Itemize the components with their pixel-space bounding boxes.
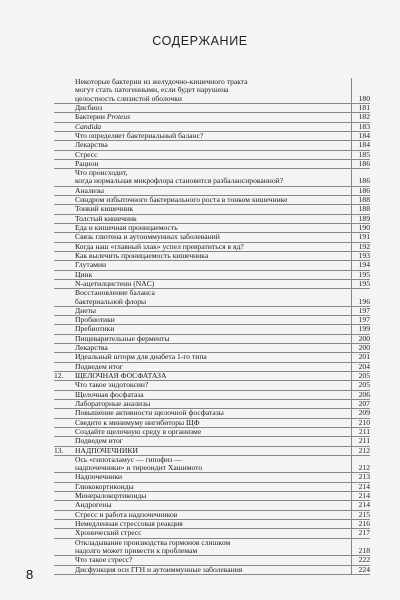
toc-entry-row <box>54 151 370 160</box>
toc-page-number: 188 <box>351 196 370 204</box>
toc-entry-title: Пробиотики <box>75 315 115 325</box>
toc-page-number: 199 <box>351 325 370 333</box>
toc-entry-title: НАДПОЧЕЧНИКИ <box>75 445 138 455</box>
toc-entry-title: Надпочечники <box>75 472 123 482</box>
toc-page-number: 206 <box>351 391 370 399</box>
toc-entry-title: Тонкий кишечник <box>75 204 134 214</box>
toc-entry-title: Хронический стресс <box>75 528 142 538</box>
toc-entry-title: Что такое эндотоксин? <box>75 380 149 390</box>
toc-chapter-number <box>54 205 75 213</box>
toc-entry-title: Рацион <box>75 158 99 168</box>
toc-page-number: 217 <box>351 529 370 537</box>
toc-entry-title: Еда и кишечная проницаемость <box>75 223 178 232</box>
toc-entry-title: Сведите к минимуму ингибиторы ЩФ <box>75 417 200 427</box>
toc-page-number: 190 <box>351 224 370 232</box>
page-number: 8 <box>26 567 34 582</box>
toc-entry-title: Минералокортикоиды <box>75 491 147 501</box>
toc-page-number: 197 <box>351 316 370 324</box>
toc-page-number: 216 <box>351 520 370 528</box>
toc-chapter-number <box>54 252 75 260</box>
toc-entry-title: Толстый кишечник <box>75 213 137 223</box>
toc-chapter-number <box>54 409 75 417</box>
toc-entry-title: Лекарства <box>75 343 108 353</box>
toc-entry-title: N-ацетилцистеин (NAC) <box>75 278 155 288</box>
toc-entry-row <box>54 298 370 307</box>
toc-entry-title: Что такое стресс? <box>75 555 133 565</box>
toc-page-number: 200 <box>351 344 370 352</box>
toc-entry-title: надолго может привести к проблемам <box>75 545 198 555</box>
toc-chapter-number <box>54 400 75 408</box>
toc-chapter-number <box>54 169 75 177</box>
toc-page-number: 218 <box>351 547 370 555</box>
toc-page-number: 195 <box>351 280 370 288</box>
toc-chapter-number <box>54 95 75 103</box>
toc-page-number: 182 <box>351 113 370 121</box>
toc-entry-title: Ось «гипоталамус — гипофиз — <box>75 454 182 464</box>
toc-chapter-number <box>54 151 75 159</box>
toc-page-number: 215 <box>351 511 370 519</box>
toc-page-number: 181 <box>351 104 370 112</box>
toc-entry-title: Candida <box>75 121 102 131</box>
toc-page-number: 209 <box>351 409 370 417</box>
toc-entry-title: Связь глютена и аутоиммунных заболеваний <box>75 232 220 242</box>
toc-chapter-number <box>54 428 75 436</box>
toc-chapter-number <box>54 160 75 168</box>
toc-page-number: 214 <box>351 501 370 509</box>
toc-entry-row <box>54 566 370 575</box>
toc-entry-title: Анализы <box>75 185 104 195</box>
toc-chapter-number <box>54 539 75 547</box>
toc-entry-title: Некоторые бактерии из желудочно-кишечного тракта <box>75 77 248 86</box>
toc-page-number: 212 <box>351 447 370 455</box>
toc-chapter-number <box>54 243 75 251</box>
toc-page-number: 213 <box>351 473 370 481</box>
toc-chapter-number <box>54 520 75 528</box>
toc-entry-title: Создайте щелочную среду в организме <box>75 426 202 436</box>
toc-entry-title: Глюкокортикоиды <box>75 481 134 491</box>
toc-entry-title: Подведем итог <box>75 436 123 446</box>
toc-entry-title: Откладывание производства гормонов слишком <box>75 537 231 547</box>
toc-page-number: 204 <box>351 363 370 371</box>
toc-chapter-number <box>54 391 75 399</box>
toc-chapter-number <box>54 123 75 131</box>
toc-chapter-number <box>54 316 75 324</box>
toc-entry-title: Стресс и работа надпочечников <box>75 509 178 519</box>
toc-chapter-number <box>54 353 75 361</box>
toc-chapter-number <box>54 511 75 519</box>
toc-entry-title-part: Бактерии <box>75 112 107 122</box>
toc-entry-title: Что происходит, <box>75 168 128 178</box>
toc-chapter-number <box>54 280 75 288</box>
toc-chapter-number: 12. <box>54 371 64 380</box>
toc-page-number: 180 <box>351 95 370 103</box>
toc-chapter-number <box>54 177 75 185</box>
page-title: СОДЕРЖАНИЕ <box>152 34 248 48</box>
toc-entry-title: Как вылечить проницаемость кишечника <box>75 250 209 260</box>
toc-page-number: 196 <box>351 298 370 306</box>
toc-chapter-number <box>54 556 75 564</box>
toc-chapter-number <box>54 261 75 269</box>
toc-page-number: 207 <box>351 400 370 408</box>
toc-chapter-number <box>54 187 75 195</box>
toc-chapter-number <box>54 456 75 464</box>
toc-entry-title: Что определяет бактериальный баланс? <box>75 130 204 140</box>
toc-entry-title: Подведем итог <box>75 361 123 371</box>
toc-chapter-number <box>54 344 75 352</box>
toc-entry-title: Восстановление баланса <box>75 288 155 298</box>
toc-page-number: 184 <box>351 132 370 140</box>
toc-entry-title: бактериальной флоры <box>75 296 147 306</box>
toc-entry-title: Диеты <box>75 305 97 315</box>
toc-entry-row <box>54 113 370 122</box>
toc-entry-title: надпочечники» и тиреоидит Хашимото <box>75 463 203 473</box>
toc-page-number: 222 <box>351 556 370 564</box>
toc-entry-row <box>54 261 370 270</box>
toc-entry-title: Идеальный шторм для диабета 1-го типа <box>75 352 207 362</box>
toc-page-number: 205 <box>351 381 370 389</box>
toc-entry-title <box>75 113 351 121</box>
toc-entry-title: Стресс <box>75 149 98 159</box>
toc-chapter-number <box>54 325 75 333</box>
toc-page-number: 188 <box>351 205 370 213</box>
toc-entry-title: могут стать патогенными, если будет нарушена <box>75 85 229 95</box>
toc-chapter-number <box>54 307 75 315</box>
toc-page-number: 224 <box>351 566 370 574</box>
toc-chapter-number <box>54 224 75 232</box>
toc-page-number: 211 <box>351 428 370 436</box>
toc-page-number <box>351 78 370 86</box>
toc-page-number: 195 <box>351 271 370 279</box>
toc-page-number: 214 <box>351 483 370 491</box>
toc-chapter-number <box>54 215 75 223</box>
toc-chapter-number <box>54 492 75 500</box>
toc-page-number: 210 <box>351 419 370 427</box>
toc-entry-title: Пребиотики <box>75 324 115 334</box>
toc-chapter-number <box>54 419 75 427</box>
toc-entry-title: Синдром избыточного бактериального роста в тонком кишечнике <box>75 195 288 205</box>
toc-chapter-number <box>54 473 75 481</box>
toc-entry-title: Андрогены <box>75 500 112 510</box>
toc-page-number: 212 <box>351 464 370 472</box>
toc-entry-title: Немедленная стрессовая реакция <box>75 519 183 528</box>
toc-entry-title: Пищеварительные ферменты <box>75 333 170 343</box>
toc-entry-title: Лабораторные анализы <box>75 398 151 408</box>
toc-page-number: 184 <box>351 141 370 149</box>
toc-chapter-number <box>54 501 75 509</box>
toc-entry-title: Глутамин <box>75 260 107 270</box>
toc-page-number: 186 <box>351 187 370 195</box>
toc-chapter-number <box>54 289 75 297</box>
toc-chapter-number <box>54 547 75 555</box>
toc-entry-title: Когда наш «главный злак» успел превратиться в яд? <box>75 241 244 251</box>
toc-chapter-number <box>54 196 75 204</box>
toc-entry-title: Цинк <box>75 269 93 279</box>
toc-entry-title: Дисбиоз <box>75 102 103 112</box>
toc-page-number: 189 <box>351 215 370 223</box>
toc-entry-row <box>54 141 370 150</box>
toc-chapter-number <box>54 132 75 140</box>
toc-chapter-number <box>54 141 75 149</box>
toc-entry-title: Повышение активности щелочной фосфатазы <box>75 408 224 418</box>
toc-page-number: 186 <box>351 177 370 185</box>
toc-chapter-number <box>54 271 75 279</box>
toc-page-number: 186 <box>351 160 370 168</box>
toc-entry-title: Щелочная фосфатаза <box>75 389 144 399</box>
toc-chapter-number <box>54 335 75 343</box>
toc-chapter-number <box>54 566 75 574</box>
toc-page-number: 201 <box>351 353 370 361</box>
toc-page-number: 191 <box>351 233 370 241</box>
toc-chapter-number <box>54 464 75 472</box>
toc-chapter-number <box>54 298 75 306</box>
toc-chapter-number <box>54 104 75 112</box>
toc-chapter-number <box>54 78 75 86</box>
toc-entry-title: Дисфункция оси ГГН и аутоиммунные заболевания <box>75 564 243 574</box>
toc-chapter-number <box>54 483 75 491</box>
toc-page-number: 185 <box>351 151 370 159</box>
toc-entry-title: Лекарства <box>75 140 108 150</box>
toc-chapter-number: 13. <box>54 445 64 455</box>
toc-page-number: 200 <box>351 335 370 343</box>
toc-page-number: 192 <box>351 243 370 251</box>
toc-page-number: 193 <box>351 252 370 260</box>
toc-entry-title: когда нормальная микрофлора становится разбалансированной? <box>75 176 284 186</box>
table-of-contents <box>54 78 370 575</box>
toc-chapter-number <box>54 363 75 371</box>
toc-entry-title-italic: Proteus <box>106 112 131 122</box>
toc-entry-title: ЩЕЛОЧНАЯ ФОСФАТАЗА <box>75 371 167 380</box>
toc-page-number: 205 <box>351 372 370 380</box>
toc-page-number: 197 <box>351 307 370 315</box>
toc-page-number: 183 <box>351 123 370 131</box>
toc-chapter-number <box>54 86 75 94</box>
toc-page-number: 194 <box>351 261 370 269</box>
toc-chapter-number <box>54 437 75 445</box>
toc-chapter-number <box>54 113 75 121</box>
toc-page-number: 211 <box>351 437 370 445</box>
toc-chapter-number <box>54 381 75 389</box>
toc-entry-title: целостность слизистой оболочки <box>75 93 182 103</box>
toc-chapter-number <box>54 529 75 537</box>
toc-page-number: 214 <box>351 492 370 500</box>
toc-chapter-number <box>54 233 75 241</box>
